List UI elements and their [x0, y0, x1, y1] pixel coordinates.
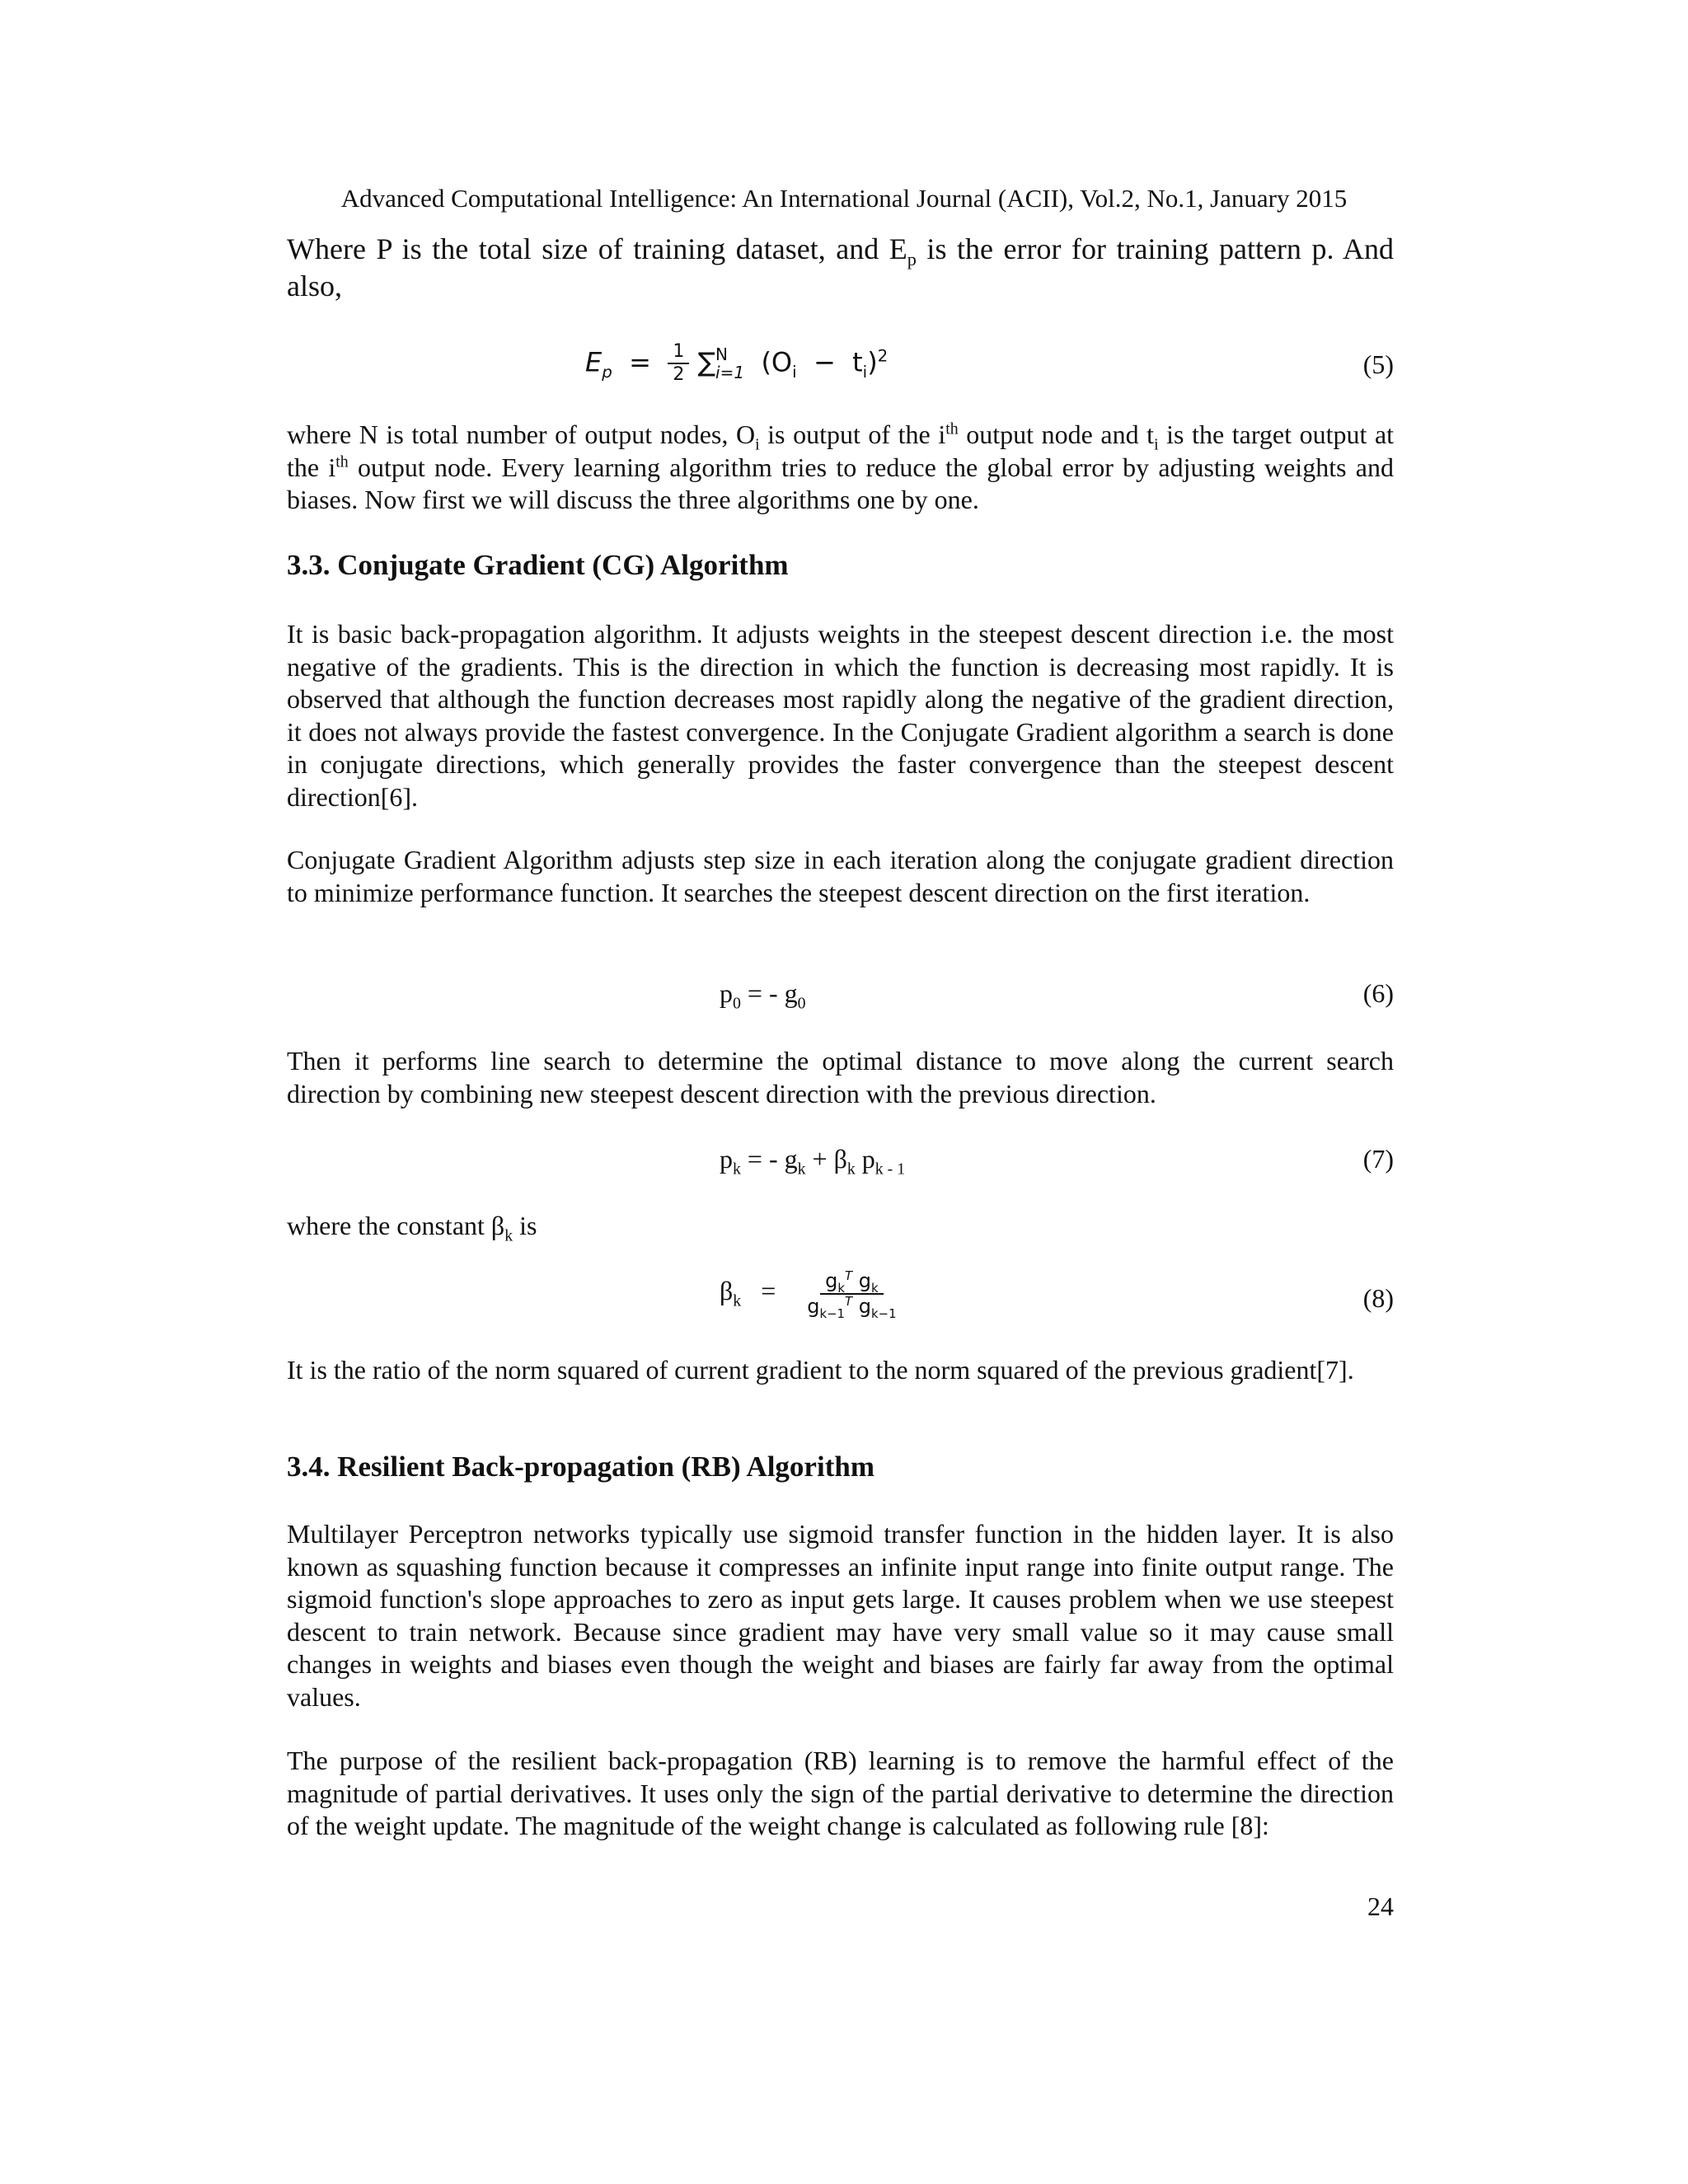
beta-intro-line	[287, 1210, 1394, 1243]
section-3-4-paragraph-2: The purpose of the resilient back-propagation (RB) learning is to remove the harmful effect of the magnitude of partial derivatives. It uses only the sign of the partial derivative to determine the direction of the weight update. The magnitude of the weight change is calculated as following rule [8]:	[287, 1746, 1394, 1840]
eq8-num-g-sub: k	[837, 1280, 846, 1296]
intro-text-a: Where P is the total size of training dataset, and E	[287, 232, 907, 265]
page-number: 24	[1367, 1891, 1394, 1921]
eq8-num-g: g	[825, 1269, 838, 1292]
eq8-den-T: T	[845, 1293, 853, 1309]
section-3-4-heading: 3.4. Resilient Back-propagation (RB) Algorithm	[287, 1451, 874, 1483]
equation-6-number: (6)	[1362, 978, 1394, 1008]
eq5-fraction	[668, 341, 689, 387]
eq8-beta: β	[720, 1276, 734, 1306]
eq5-minus: −	[813, 346, 836, 378]
eq7-p2-sub: k - 1	[874, 1160, 906, 1179]
equation-6	[720, 977, 806, 1013]
nodes-text-b: is output of the i	[759, 419, 946, 449]
eq7-beta-sub: k	[846, 1160, 856, 1179]
section-3-3-paragraph-3: Then it performs line search to determine the optimal distance to move along the current search direction by combining new steepest descent direction with the previous direction.	[287, 1046, 1394, 1108]
eq8-numerator	[820, 1269, 883, 1295]
equation-5-number: (5)	[1362, 349, 1394, 379]
equation-7	[720, 1142, 906, 1179]
eq5-t-sub: i	[862, 362, 868, 382]
eq7-p2: p	[855, 1144, 875, 1174]
eq7-p-sub: k	[733, 1160, 741, 1179]
section-3-3-paragraph-2: Conjugate Gradient Algorithm adjusts step size in each iteration along the conjugate gradient direction to minimize performance function. It searches the steepest descent direction on the first iteration.	[287, 845, 1394, 907]
nodes-text-c: output node and t	[958, 419, 1155, 449]
eq5-sum-sub: i=1	[715, 363, 745, 383]
eq7-p: p	[720, 1144, 733, 1174]
eq5-lhs-sub: p	[602, 362, 612, 382]
eq5-o: O	[771, 346, 793, 378]
eq8-denominator	[802, 1295, 901, 1319]
section-3-3-paragraph-5: It is the ratio of the norm squared of current gradient to the norm squared of the previous gradient[7].	[287, 1355, 1354, 1385]
eq5-t: t	[852, 346, 863, 378]
intro-sub: p	[907, 249, 917, 270]
eq8-den-g2-sub: k−1	[871, 1305, 897, 1321]
eq8-num-T: T	[845, 1268, 853, 1283]
eq5-sum-symbol: ∑	[697, 346, 716, 378]
eq6-mid: = - g	[740, 978, 798, 1008]
eq6-p: p	[720, 978, 733, 1008]
nodes-sub-a: i	[755, 435, 760, 454]
beta-intro-sub: k	[504, 1226, 513, 1245]
eq8-den-g-sub: k−1	[819, 1305, 846, 1321]
running-header: Advanced Computational Intelligence: An International Journal (ACII), Vol.2, No.1, January 2015	[340, 184, 1348, 213]
eq5-equals: =	[629, 346, 651, 378]
section-3-3-heading: 3.3. Conjugate Gradient (CG) Algorithm	[287, 549, 789, 581]
equation-8-number: (8)	[1362, 1283, 1394, 1313]
nodes-text-a: where N is total number of output nodes, O	[287, 419, 756, 449]
eq5-frac-num: 1	[668, 341, 689, 364]
eq5-sum-sup: N	[715, 344, 729, 365]
paragraph-output-nodes	[287, 419, 1394, 517]
eq5-sum-limits	[715, 345, 744, 382]
eq8-num-g2: g	[852, 1269, 871, 1292]
eq7-plus-beta: + β	[805, 1144, 847, 1174]
eq8-equals: =	[761, 1276, 776, 1306]
section-3-3-paragraph-1: It is basic back-propagation algorithm. It adjusts weights in the steepest descent direction i.e. the most negative of the gradients. This is the direction in which the function is decreasing most rapidly. It is observed that although the function decreases most rapidly along the negative of the gradient direction, it does not always provide the fastest convergence. In the Conjugate Gradient algorithm a search is done in conjugate directions, which generally provides the faster convergence than the steepest descent direction[6].	[287, 619, 1394, 812]
eq8-den-g2: g	[852, 1294, 871, 1318]
equation-7-number: (7)	[1362, 1144, 1394, 1174]
beta-intro-text-a: where the constant β	[287, 1211, 505, 1240]
beta-intro-text-b: is	[513, 1211, 537, 1240]
equation-5: $E_p$ = $\frac{1}{2}$ ∑ N i=1 $(O_i - t_i)^2$	[585, 341, 889, 386]
eq5-power: 2	[877, 346, 889, 366]
section-3-4-paragraph-1: Multilayer Perceptron networks typically use sigmoid transfer function in the hidden layer. It is also known as squashing function because it compresses an infinite input range into finite output range. The sigmoid function's slope approaches to zero as input gets large. It causes problem when we use steepest descent to train network. Because since gradient may have very small value so it may cause small changes in weights and biases even though the weight and biases are fairly far away from the optimal values.	[287, 1519, 1394, 1712]
eq8-fraction	[802, 1269, 901, 1319]
intro-text-b: is the error for training pattern p. And also,	[287, 232, 1394, 302]
equation-8	[720, 1269, 902, 1319]
nodes-text-e: output node. Every learning algorithm tries to reduce the global error by adjusting weights and biases. Now first we will discuss the three algorithms one by one.	[287, 452, 1395, 514]
eq5-o-sub: i	[792, 362, 797, 382]
eq6-p-sub: 0	[733, 994, 741, 1013]
nodes-sub-c: i	[1154, 435, 1159, 454]
eq8-beta-sub: k	[733, 1291, 742, 1310]
nodes-sup-d: th	[335, 452, 349, 471]
eq8-den-g: g	[807, 1294, 820, 1318]
eq5-frac-den: 2	[673, 364, 685, 386]
eq7-mid: = - g	[740, 1144, 798, 1174]
eq7-g-sub: k	[797, 1160, 806, 1179]
eq5-lhs: E	[585, 346, 603, 378]
intro-paragraph	[287, 231, 1394, 305]
nodes-sup-b: th	[945, 419, 959, 438]
eq6-g-sub: 0	[797, 994, 806, 1013]
eq8-num-g2-sub: k	[871, 1280, 879, 1296]
nodes-text-d: is the target output at the i	[287, 419, 1395, 482]
